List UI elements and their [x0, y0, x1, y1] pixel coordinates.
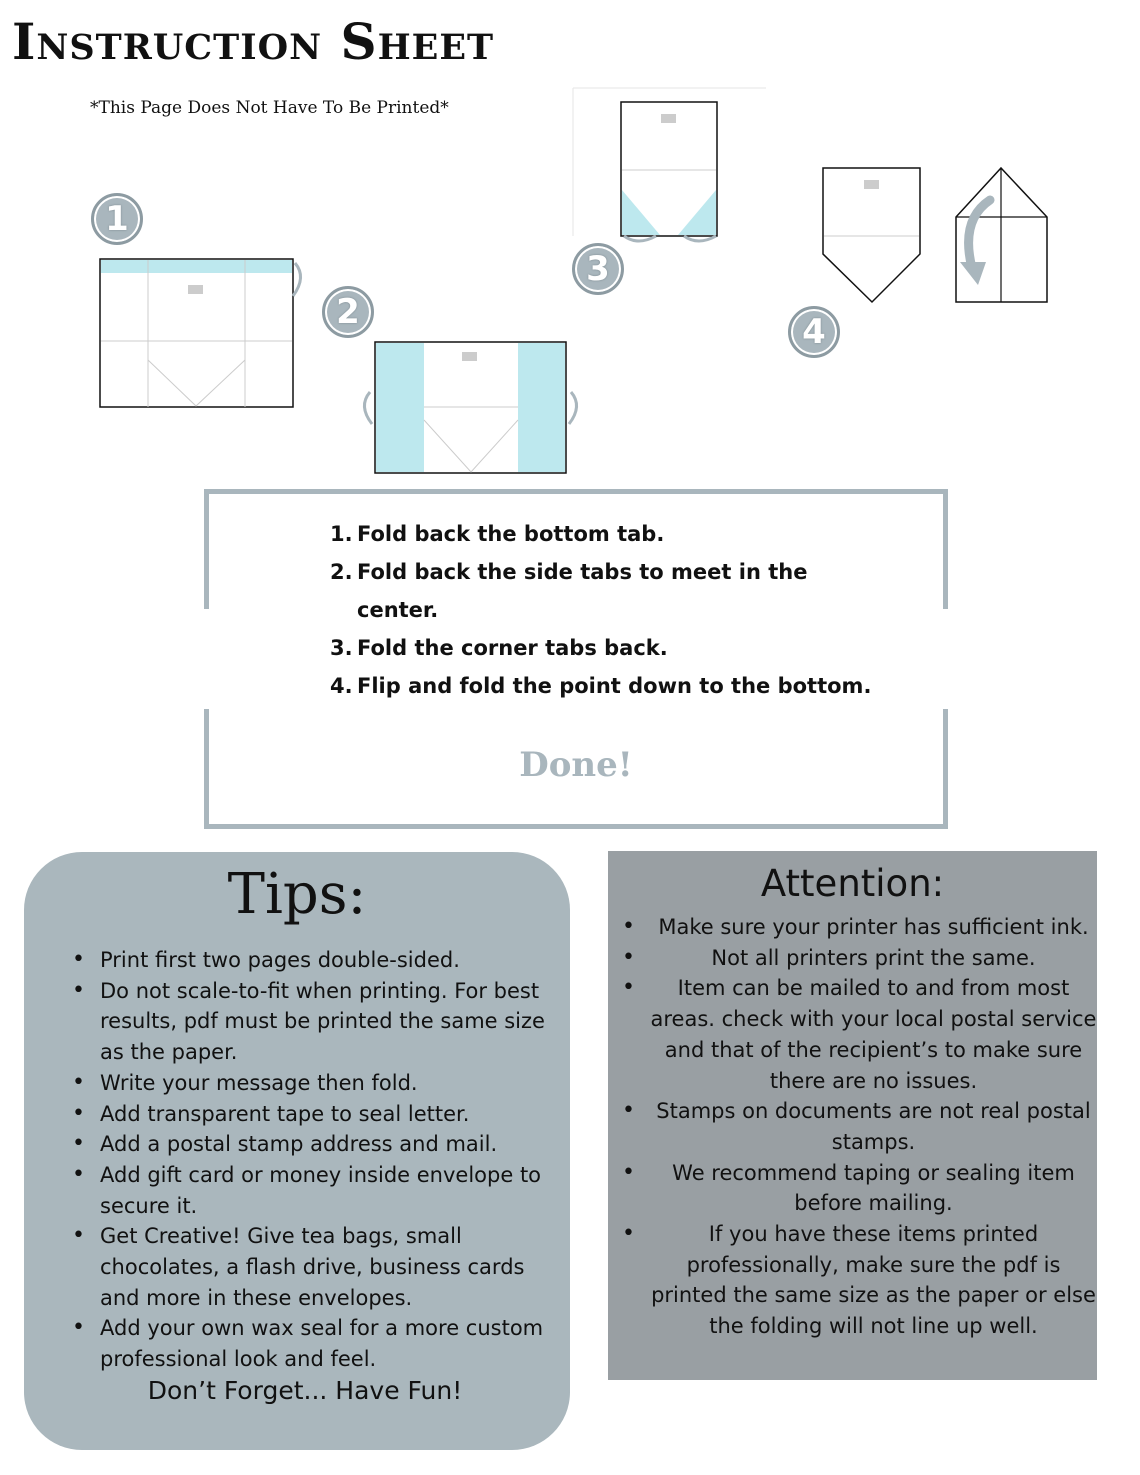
print-note: *This Page Does Not Have To Be Printed*	[90, 98, 449, 118]
stamp-icon	[661, 114, 676, 123]
stamp-icon	[864, 180, 879, 189]
step-1-badge: 1	[91, 193, 143, 245]
list-item: • Item can be mailed to and from most areas. check with your local postal service and that of the recipient’s to make sure there are no issues.	[622, 973, 1097, 1096]
step-item: 1. Fold back the bottom tab.	[330, 522, 665, 546]
stamp-icon	[188, 285, 203, 294]
step-item: 4. Flip and fold the point down to the bottom.	[330, 674, 872, 698]
curved-fold-arrow-icon	[364, 392, 372, 424]
list-item: • Add transparent tape to seal letter.	[74, 1099, 554, 1130]
list-item: • Make sure your printer has sufficient ink.	[622, 912, 1097, 943]
steps-list	[330, 515, 890, 705]
step-4-badge: 4	[788, 306, 840, 358]
list-item: • Do not scale-to-fit when printing. For best results, pdf must be printed the same size as the paper.	[74, 976, 554, 1068]
list-item: • Add gift card or money inside envelope to secure it.	[74, 1160, 554, 1221]
list-item: • Add your own wax seal for a more custom professional look and feel.	[74, 1313, 554, 1374]
stamp-icon	[462, 352, 477, 361]
folding-diagram	[0, 80, 1140, 480]
attention-list	[622, 912, 1097, 1342]
step-item: 2. Fold back the side tabs to meet in the center.	[330, 560, 808, 622]
step-2-badge: 2	[322, 286, 374, 338]
tips-list	[74, 945, 554, 1375]
list-item: • We recommend taping or sealing item before mailing.	[622, 1158, 1097, 1219]
frame-gap	[200, 609, 214, 709]
tips-footer: Don’t Forget... Have Fun!	[147, 1376, 463, 1405]
list-item: • Print first two pages double-sided.	[74, 945, 554, 976]
tips-title: Tips:	[227, 862, 367, 927]
frame-gap	[938, 609, 952, 709]
list-item: • Stamps on documents are not real postal stamps.	[622, 1096, 1097, 1157]
step-item: 3. Fold the corner tabs back.	[330, 636, 668, 660]
step-3-badge: 3	[572, 243, 624, 295]
step-3-sheet	[573, 88, 766, 241]
page-title: Instruction Sheet	[12, 12, 495, 71]
step-2-sheet	[364, 342, 576, 473]
curved-fold-arrow-icon	[293, 263, 301, 296]
attention-title: Attention:	[760, 862, 945, 905]
final-envelope	[956, 168, 1047, 302]
list-item: • Add a postal stamp address and mail.	[74, 1129, 554, 1160]
step-4-envelope	[823, 168, 920, 302]
list-item: • Write your message then fold.	[74, 1068, 554, 1099]
step-1-sheet	[100, 259, 301, 407]
list-item: • Not all printers print the same.	[622, 943, 1097, 974]
list-item: • If you have these items printed professionally, make sure the pdf is printed the same size as the paper or else the folding will not line up well.	[622, 1219, 1097, 1342]
curved-fold-arrow-icon	[569, 392, 577, 424]
done-label: Done!	[519, 745, 633, 785]
list-item: • Get Creative! Give tea bags, small chocolates, a flash drive, business cards and more in these envelopes.	[74, 1221, 554, 1313]
